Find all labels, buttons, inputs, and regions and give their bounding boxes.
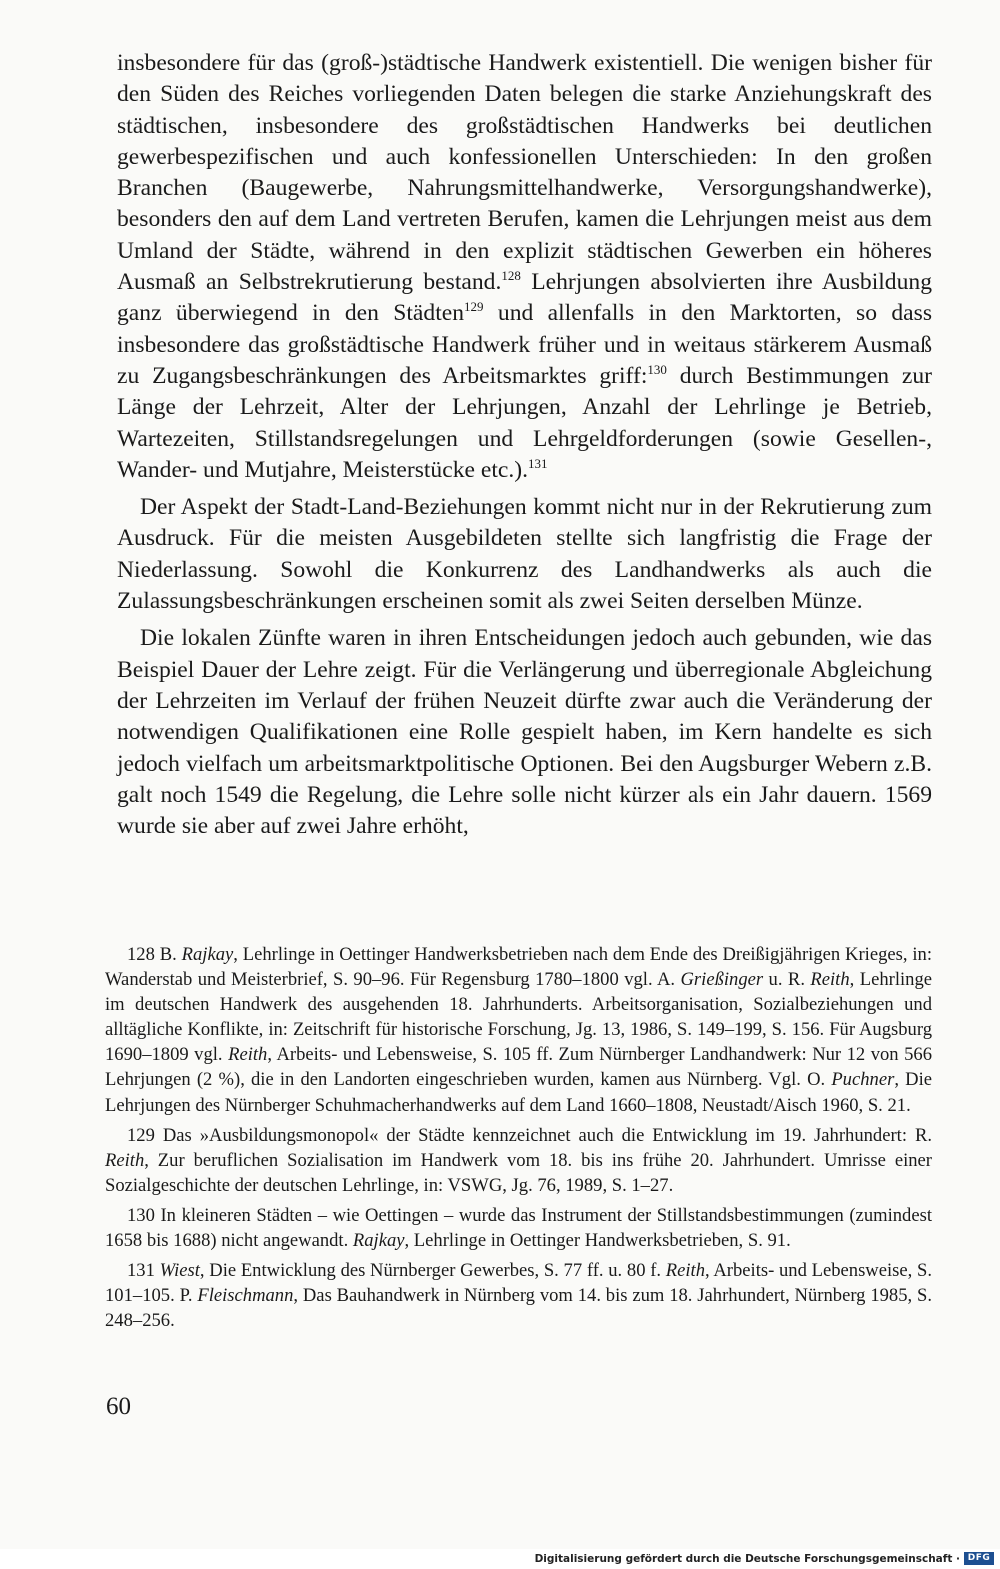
footnote-text: , Lehrlinge im deutschen Handwerk des ausgehenden 18. Jahrhunderts. Arbeitsorganisation, Sozialbeziehungen und alltägliche Konflikte, in: Zeitschrift für historische Forschung, Jg. 13, 1986, S. 149–199, S. 156. Für Augsburg 1690–1809 vgl. (105, 969, 933, 1066)
footnotes (105, 942, 932, 1338)
paragraph-3: Die lokalen Zünfte waren in ihren Entscheidungen jedoch auch gebunden, wie das Beispiel Dauer der Lehre zeigt. Für die Verlängerung und überregionale Abgleichung der Lehrzeiten im Verlauf der frühen Neuzeit dürfte zwar auch die Veränderung der notwendigen Qualifikationen eine Rolle gespielt haben, im Kern handelte es sich jedoch vielfach um arbeitsmarktpolitische Optionen. Bei den Augsburger Webern z.B. galt noch 1549 die Regelung, die Lehre solle nicht kürzer als ein Jahr dauern. 1569 wurde sie aber auf zwei Jahre erhöht, (117, 625, 932, 840)
footnote-ref-131[interactable]: 131 (528, 455, 548, 471)
footnote-number: 129 (127, 1124, 155, 1146)
paragraph-1-text: insbesondere für das (groß-)städtische Handwerk existentiell. Die wenigen bisher für den Süden des Reiches vorliegenden Daten belegen die starke Anziehungskraft des städtischen, insbesondere des großstädtischen Handwerks bei deutlichen gewerbespezifischen und auch konfessionellen Unterschieden: In den großen Branchen (Baugewerbe, Nahrungsmittelhandwerke, Versorgungshandwerke), besonders den auf dem Land vertreten Berufen, kamen die Lehrjungen meist aus dem Umland der Städte, während in den explizit städtischen Gewerben ein höheres Ausmaß an Selbstrekrutierung bestand. (117, 50, 932, 296)
paragraph-1-text-3: und allenfalls in den Marktorten, so dass insbesondere das großstädtische Handwerk früher und in weitaus stärkerem Ausmaß zu Zugangsbeschränkungen des Arbeitsmarktes griff: (117, 300, 932, 389)
footnote-129 (105, 1123, 932, 1198)
footnote-number: 128 (127, 944, 155, 965)
footnote-author: Grießinger (680, 969, 764, 991)
footnote-131 (105, 1258, 932, 1333)
footnote-author: Reith (665, 1260, 706, 1282)
footnote-ref-128[interactable]: 128 (501, 268, 521, 284)
footnote-author: Puchner (831, 1069, 895, 1091)
footnote-text: , Lehrlinge in Oettinger Handwerksbetrieben nach dem Ende des Dreißigjährigen Krieges, in: Wanderstab und Meisterbrief, S. 90–96. Für Regensburg 1780–1800 vgl. A. (105, 944, 932, 991)
footnote-author: Reith (228, 1044, 268, 1066)
footnote-130 (105, 1203, 932, 1253)
footnote-author: Reith (810, 969, 850, 991)
footnote-text: In kleineren Städten – wie Oettingen – wurde das Instrument der Stillstandsbestimmungen (zumindest 1658 bis 1688) nicht angewandt. (105, 1204, 932, 1252)
footnote-text: , Lehrlinge in Oettinger Handwerksbetrieben, S. 91. (404, 1230, 791, 1252)
footnote-ref-129[interactable]: 129 (464, 299, 484, 315)
footnote-text: , Zur beruflichen Sozialisation im Handwerk vom 18. bis ins frühe 20. Jahrhundert. Umrisse einer Sozialgeschichte der deutschen Lehrlinge, in: VSWG, Jg. 76, 1989, S. 1–27. (105, 1149, 932, 1196)
footnote-text: , Die Entwicklung des Nürnberger Gewerbes, S. 77 ff. u. 80 f. (199, 1260, 666, 1282)
funding-notice: Digitalisierung gefördert durch die Deutsche Forschungsgemeinschaft · (534, 1553, 960, 1565)
footnote-number: 130 (127, 1204, 155, 1226)
footnote-text: , Arbeits- und Lebensweise, S. 101–105. P. (105, 1260, 932, 1307)
dfg-logo-icon: DFG (964, 1552, 994, 1565)
paragraph-1-text-4: durch Bestimmungen zur Länge der Lehrzeit, Alter der Lehrjungen, Anzahl der Lehrlinge je Betrieb, Wartezeiten, Stillstandsregelungen und Lehrgeldforderungen (sowie Gesellen-, Wander- und Mutjahre, Meisterstücke etc.). (117, 362, 933, 483)
footnote-text: B. (154, 944, 182, 965)
footnote-author: Rajkay (352, 1230, 405, 1252)
footnote-text: u. R. (763, 969, 811, 991)
footnote-text: , Arbeits- und Lebensweise, S. 105 ff. Zum Nürnberger Landhandwerk: Nur 12 von 566 Lehrjungen (2 %), die in den Landorten eingeschrieben wurden, kamen aus Nürnberg. Vgl. O. (105, 1044, 932, 1091)
footnote-128 (105, 942, 932, 1118)
footnote-text: , Das Bauhandwerk in Nürnberg vom 14. bis zum 18. Jahrhundert, Nürnberg 1985, S. 248–256. (105, 1285, 932, 1332)
footnote-ref-130[interactable]: 130 (647, 361, 667, 377)
paragraph-1 (117, 48, 932, 486)
footnote-number: 131 (127, 1260, 155, 1282)
footnote-author: Reith (105, 1149, 145, 1171)
main-text (117, 48, 932, 842)
footnote-author: Wiest (159, 1260, 200, 1282)
footnote-text: Das »Ausbildungsmonopol« der Städte kennzeichnet auch die Entwicklung im 19. Jahrhundert: R. (154, 1124, 932, 1146)
footnote-author: Rajkay (181, 944, 234, 965)
page-number: 60 (106, 1393, 131, 1420)
paragraph-1-text-2: Lehrjungen absolvierten ihre Ausbildung ganz überwiegend in den Städten (117, 269, 932, 327)
footnote-text: , Die Lehrjungen des Nürnberger Schuhmacherhandwerks auf dem Land 1660–1808, Neustadt/Aisch 1960, S. 21. (105, 1069, 932, 1116)
paragraph-2: Der Aspekt der Stadt-Land-Beziehungen kommt nicht nur in der Rekrutierung zum Ausdruck. Für die meisten Ausgebildeten stellte sich langfristig die Frage der Niederlassung. Sowohl die Konkurrenz des Landhandwerks als auch die Zulassungsbeschränkungen erscheinen somit als zwei Seiten derselben Münze. (117, 494, 932, 615)
footnote-author: Fleischmann (197, 1285, 294, 1307)
